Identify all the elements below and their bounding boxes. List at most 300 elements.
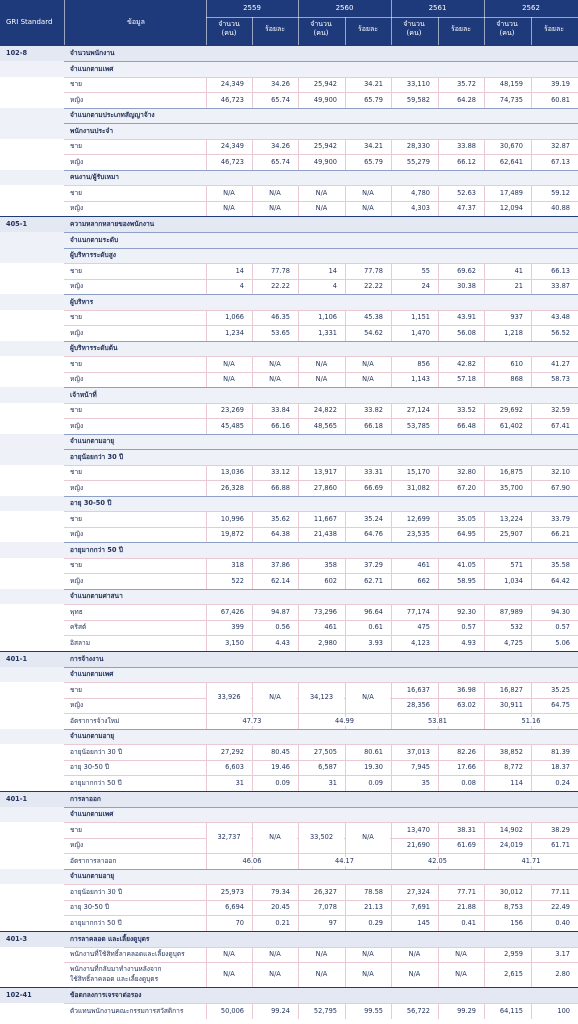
gri-code: 102-8 xyxy=(6,49,28,57)
count-cell: 26,327 xyxy=(313,887,337,896)
count-cell: 11,667 xyxy=(313,514,337,523)
row-label: ชาย xyxy=(70,514,83,523)
subcategory-row xyxy=(0,294,578,310)
merged-count-2560: 33,502 xyxy=(299,833,344,842)
percent-cell: 43.48 xyxy=(551,313,570,321)
percent-cell: 35.24 xyxy=(364,514,383,523)
count-cell: 571 xyxy=(510,561,523,569)
percent-cell: N/A xyxy=(269,204,281,212)
count-cell: 2,615 xyxy=(504,970,523,978)
subcategory-row xyxy=(0,123,578,139)
percent-cell: 0.08 xyxy=(461,778,476,787)
table-row xyxy=(0,279,578,295)
section-title: จำนวนพนักงาน xyxy=(70,49,115,57)
count-cell: 12,699 xyxy=(406,514,430,523)
count-cell: 55 xyxy=(421,266,430,275)
table-row xyxy=(0,465,578,481)
count-cell: 38,852 xyxy=(499,747,523,756)
percent-cell: 82.26 xyxy=(457,747,476,756)
table-row xyxy=(0,884,578,900)
count-cell: 461 xyxy=(324,623,337,631)
percent-cell: 62.71 xyxy=(364,576,383,585)
row-label: ชาย xyxy=(70,80,83,88)
table-row xyxy=(0,620,578,636)
count-cell: 532 xyxy=(510,623,523,631)
percent-cell: 59.12 xyxy=(551,188,570,197)
category-label: จำแนกตามอายุ xyxy=(70,872,115,880)
percent-cell: 66.16 xyxy=(271,421,290,430)
count-cell: N/A xyxy=(223,950,235,958)
section-row xyxy=(0,651,578,667)
count-cell: N/A xyxy=(223,359,235,368)
row-label-continued: ใช้สิทธิ์ลาคลอด และเลี้ยงดูบุตร xyxy=(70,975,159,983)
count-cell: 77,174 xyxy=(406,607,430,616)
percent-cell: 64.38 xyxy=(271,530,290,538)
percent-cell: 80.45 xyxy=(271,747,290,756)
count-cell: 15,170 xyxy=(406,468,430,476)
count-cell: 1,034 xyxy=(504,576,523,585)
count-cell: 3,150 xyxy=(225,638,244,647)
percent-cell: 99.29 xyxy=(457,1006,476,1015)
percent-cell: 81.39 xyxy=(551,747,570,756)
percent-cell: N/A xyxy=(362,188,374,197)
percent-cell: N/A xyxy=(362,375,374,383)
count-cell: 21 xyxy=(514,282,523,290)
count-cell: 19,872 xyxy=(220,530,244,538)
percent-cell: 78.58 xyxy=(364,887,383,896)
count-cell: 52,795 xyxy=(313,1006,337,1015)
gri-code: 102-41 xyxy=(6,991,32,999)
percent-cell: 67.90 xyxy=(551,483,570,492)
count-cell: 21,438 xyxy=(313,530,337,538)
count-cell: 522 xyxy=(231,576,244,585)
year-2561: 2561 xyxy=(428,4,447,12)
percent-cell: N/A xyxy=(362,970,374,978)
merged-percent-2560: N/A xyxy=(346,833,390,842)
table-row xyxy=(0,604,578,620)
count-cell: 7,691 xyxy=(411,903,430,911)
count-cell: 610 xyxy=(510,359,523,368)
gri-code: 401-1 xyxy=(6,654,28,663)
section-title: ความหลากหลายของพนักงาน xyxy=(70,220,155,228)
percent-cell: 64.76 xyxy=(364,530,383,538)
row-label: อัตราการลาออก xyxy=(70,856,117,865)
count-cell: N/A xyxy=(315,970,328,978)
category-label: จำแนกตามเพศ xyxy=(70,810,114,818)
percent-cell: N/A xyxy=(362,204,374,212)
year-2559: 2559 xyxy=(243,4,261,12)
row-label: ชาย xyxy=(70,406,83,414)
count-cell: N/A xyxy=(223,204,235,212)
percent-cell: 41.05 xyxy=(457,561,476,569)
percent-header: ร้อยละ xyxy=(543,25,565,33)
count-cell: 28,356 xyxy=(406,701,430,709)
percent-cell: 39.19 xyxy=(551,80,570,88)
subcategory-label: อายุ 30-50 ปี xyxy=(70,499,112,507)
count-cell: 41 xyxy=(514,266,523,275)
percent-cell: 37.86 xyxy=(271,561,290,569)
count-cell: 46,723 xyxy=(220,95,244,104)
row-label: ชาย xyxy=(70,313,83,321)
percent-cell: 33.87 xyxy=(551,282,570,290)
count-cell: 7,945 xyxy=(411,763,430,771)
count-cell: 28,330 xyxy=(406,142,430,150)
row-label: ชาย xyxy=(70,468,83,476)
count-cell: N/A xyxy=(315,359,328,368)
count-cell: 27,124 xyxy=(406,406,430,414)
percent-cell: 5.06 xyxy=(555,638,570,647)
percent-cell: 65.79 xyxy=(364,95,383,104)
merged-count-2559: 33,926 xyxy=(207,693,251,702)
percent-cell: 20.45 xyxy=(271,903,290,911)
count-cell: 318 xyxy=(231,561,244,569)
row-label: อายุมากกว่า 50 ปี xyxy=(70,918,122,927)
count-cell: 156 xyxy=(510,918,523,927)
percent-cell: N/A xyxy=(455,970,467,978)
count-cell: 56,722 xyxy=(406,1006,430,1015)
percent-cell: 58.95 xyxy=(457,576,476,585)
count-cell: 50,006 xyxy=(220,1006,244,1015)
category-row xyxy=(0,729,578,745)
row-label: ชาย xyxy=(70,825,83,834)
percent-cell: 99.24 xyxy=(271,1006,290,1015)
percent-cell: 34.21 xyxy=(364,80,383,88)
percent-cell: N/A xyxy=(269,188,281,197)
subcategory-label: อายุมากกว่า 50 ปี xyxy=(70,545,123,554)
percent-cell: N/A xyxy=(269,970,281,978)
percent-cell: 37.29 xyxy=(364,561,383,569)
count-cell: 4,780 xyxy=(411,188,430,197)
percent-header: ร้อยละ xyxy=(450,25,472,33)
count-cell: 62,641 xyxy=(499,157,523,166)
row-label: อัตราการจ้างใหม่ xyxy=(70,716,120,725)
percent-cell: 66.69 xyxy=(364,483,383,492)
percent-cell: 21.13 xyxy=(364,903,383,911)
count-cell: 399 xyxy=(231,623,244,631)
count-cell: N/A xyxy=(408,950,421,958)
percent-cell: 96.64 xyxy=(364,607,383,616)
count-cell: 16,827 xyxy=(499,685,523,694)
count-cell: 145 xyxy=(417,918,430,927)
count-cell: 461 xyxy=(417,561,430,569)
count-cell: 74,735 xyxy=(499,95,523,104)
table-row xyxy=(0,900,578,916)
row-label: หญิง xyxy=(70,204,84,212)
section-row xyxy=(0,216,578,232)
count-cell: 73,296 xyxy=(313,607,337,616)
percent-cell: 0.09 xyxy=(368,778,383,787)
count-cell: 30,670 xyxy=(499,142,523,150)
percent-cell: 99.55 xyxy=(364,1006,383,1015)
count-cell: 13,036 xyxy=(220,468,244,476)
count-cell: 87,989 xyxy=(499,607,523,616)
percent-cell: 45.38 xyxy=(364,313,383,321)
percent-cell: 0.57 xyxy=(461,623,476,631)
count-cell: 24,349 xyxy=(220,142,244,150)
percent-cell: 0.40 xyxy=(555,918,570,927)
count-cell: 27,860 xyxy=(313,483,337,492)
count-cell: 53,785 xyxy=(406,421,430,430)
percent-cell: 67.41 xyxy=(551,421,570,430)
table-row xyxy=(0,573,578,589)
rate-2561: 42.05 xyxy=(392,857,483,866)
count-cell: 4 xyxy=(332,282,337,290)
section-title: การลาคลอด และเลี้ยงดูบุตร xyxy=(70,934,150,943)
percent-cell: 0.41 xyxy=(461,918,476,927)
row-label: หญิง xyxy=(70,157,84,166)
percent-cell: 0.57 xyxy=(555,623,570,631)
merged-percent-2560: N/A xyxy=(346,693,390,702)
count-cell: 27,505 xyxy=(313,747,337,756)
category-row xyxy=(0,807,578,823)
count-header: จำนวน (คน) xyxy=(310,20,332,37)
percent-cell: 0.29 xyxy=(368,918,383,927)
count-cell: 31 xyxy=(328,778,337,787)
percent-cell: 33.52 xyxy=(457,406,476,414)
percent-cell: 30.38 xyxy=(457,282,476,290)
percent-cell: 53.65 xyxy=(271,328,290,337)
percent-cell: 64.42 xyxy=(551,576,570,585)
count-cell: 21,690 xyxy=(406,841,430,849)
table-row xyxy=(0,139,578,155)
count-cell: 16,875 xyxy=(499,468,523,476)
percent-cell: 42.82 xyxy=(457,359,476,368)
category-row xyxy=(0,589,578,605)
count-cell: 13,470 xyxy=(406,825,430,834)
category-label: จำแนกตามระดับ xyxy=(70,235,119,244)
table-row xyxy=(0,947,578,963)
count-cell: 1,470 xyxy=(411,328,430,337)
rate-2559: 47.73 xyxy=(207,717,297,726)
count-cell: 13,224 xyxy=(499,514,523,523)
count-cell: 55,279 xyxy=(406,157,430,166)
merged-count-2559: 32,737 xyxy=(207,833,251,842)
count-cell: 27,324 xyxy=(406,887,430,896)
count-cell: N/A xyxy=(408,970,421,978)
percent-cell: 65.74 xyxy=(271,157,290,166)
count-cell: 23,535 xyxy=(406,530,430,538)
percent-cell: 0.24 xyxy=(555,778,570,787)
table-row xyxy=(0,418,578,434)
section-title: การจ้างงาน xyxy=(70,654,104,663)
rate-2562: 51.16 xyxy=(485,717,577,726)
category-label: จำแนกตามเพศ xyxy=(70,64,114,73)
section-row xyxy=(0,45,578,61)
category-row xyxy=(0,232,578,248)
percent-cell: 46.35 xyxy=(271,313,290,321)
percent-cell: 35.25 xyxy=(551,685,570,694)
percent-cell: 35.05 xyxy=(457,514,476,523)
count-cell: 1,218 xyxy=(504,328,523,337)
table-row xyxy=(0,527,578,543)
percent-cell: 63.02 xyxy=(457,701,476,709)
count-cell: 14 xyxy=(235,266,244,275)
row-label: ชาย xyxy=(70,188,83,197)
gri-code: 405-1 xyxy=(6,220,28,228)
count-cell: N/A xyxy=(223,375,235,383)
percent-cell: N/A xyxy=(269,375,281,383)
rate-2560: 44.99 xyxy=(299,717,390,726)
percent-cell: 61.69 xyxy=(457,841,476,849)
percent-cell: 3.17 xyxy=(555,950,570,958)
count-cell: N/A xyxy=(223,970,235,978)
percent-cell: 0.56 xyxy=(275,623,290,631)
count-cell: 17,489 xyxy=(499,188,523,197)
count-cell: 1,331 xyxy=(318,328,337,337)
count-cell: 662 xyxy=(417,576,430,585)
subcategory-label: อายุน้อยกว่า 30 ปี xyxy=(70,452,124,461)
count-cell: 25,942 xyxy=(313,142,337,150)
count-cell: 23,269 xyxy=(220,406,244,414)
count-cell: 46,723 xyxy=(220,157,244,166)
row-label: อายุน้อยกว่า 30 ปี xyxy=(70,747,123,756)
percent-cell: 58.73 xyxy=(551,375,570,383)
table-row xyxy=(0,356,578,372)
table-header xyxy=(0,0,578,45)
percent-cell: 94.30 xyxy=(551,607,570,616)
table-row xyxy=(0,760,578,776)
percent-cell: 36.98 xyxy=(457,685,476,694)
category-label: จำแนกตามประเภทสัญญาจ้าง xyxy=(70,111,155,119)
percent-cell: 47.37 xyxy=(457,204,476,212)
percent-cell: 33.88 xyxy=(457,142,476,150)
table-row xyxy=(0,185,578,201)
subcategory-label: ผู้บริหาร xyxy=(70,297,94,306)
percent-cell: 3.93 xyxy=(368,638,383,647)
subcategory-row xyxy=(0,341,578,357)
percent-cell: 32.59 xyxy=(551,406,570,414)
count-cell: 14,902 xyxy=(499,825,523,834)
count-cell: 1,234 xyxy=(225,328,244,337)
percent-cell: 64.75 xyxy=(551,701,570,709)
year-2560: 2560 xyxy=(335,4,354,12)
percent-cell: N/A xyxy=(455,950,467,958)
count-cell: N/A xyxy=(223,188,235,197)
subcategory-row xyxy=(0,387,578,403)
percent-cell: 33.12 xyxy=(271,468,290,476)
count-cell: 16,637 xyxy=(406,685,430,694)
percent-cell: 17.66 xyxy=(457,763,476,771)
section-row xyxy=(0,791,578,807)
percent-cell: 66.88 xyxy=(271,483,290,492)
percent-cell: 22.49 xyxy=(551,903,570,911)
percent-cell: 77.71 xyxy=(457,887,476,896)
table-row xyxy=(0,403,578,419)
percent-cell: 67.20 xyxy=(457,483,476,492)
row-label: ตัวแทนพนักงานคณะกรรมการสวัสดิการ xyxy=(70,1006,184,1015)
table-row xyxy=(0,962,578,987)
row-label: อายุ 30-50 ปี xyxy=(70,903,110,911)
table-row xyxy=(0,1003,578,1019)
count-cell: 31,082 xyxy=(406,483,430,492)
count-cell: 24,822 xyxy=(313,406,337,414)
category-row xyxy=(0,869,578,885)
count-cell: 6,694 xyxy=(225,903,244,911)
count-cell: 70 xyxy=(235,918,244,927)
count-cell: 937 xyxy=(510,313,523,321)
percent-cell: 94.87 xyxy=(271,607,290,616)
percent-cell: N/A xyxy=(269,950,281,958)
percent-cell: 38.31 xyxy=(457,825,476,834)
subcategory-label: ผู้บริหารระดับสูง xyxy=(70,251,116,259)
percent-cell: 69.62 xyxy=(457,266,476,275)
row-label: คริสต์ xyxy=(70,623,87,631)
count-cell: 7,078 xyxy=(318,903,337,911)
table-row xyxy=(0,480,578,496)
section-title: ข้อตกลงการเจรจาต่อรอง xyxy=(70,991,142,999)
percent-cell: N/A xyxy=(362,359,374,368)
row-label: หญิง xyxy=(70,841,84,849)
count-cell: 61,402 xyxy=(499,421,523,430)
percent-cell: 66.12 xyxy=(457,157,476,166)
count-cell: 358 xyxy=(324,561,337,569)
percent-cell: 64.95 xyxy=(457,530,476,538)
count-cell: 48,565 xyxy=(313,421,337,430)
percent-cell: 38.29 xyxy=(551,825,570,834)
count-cell: 2,980 xyxy=(318,638,337,647)
count-cell: 67,426 xyxy=(220,607,244,616)
row-label: อิสลาม xyxy=(70,638,91,647)
percent-cell: 0.21 xyxy=(275,918,290,927)
subcategory-label: ผู้บริหารระดับต้น xyxy=(70,344,118,352)
count-cell: 35 xyxy=(421,778,430,787)
row-label: ชาย xyxy=(70,561,83,569)
percent-cell: 66.48 xyxy=(457,421,476,430)
percent-cell: 65.74 xyxy=(271,95,290,104)
table-row xyxy=(0,372,578,388)
count-cell: N/A xyxy=(315,204,328,212)
count-cell: 25,942 xyxy=(313,80,337,88)
percent-cell: 62.14 xyxy=(271,576,290,585)
count-cell: 33,110 xyxy=(406,80,430,88)
row-label: หญิง xyxy=(70,375,84,383)
count-cell: 8,772 xyxy=(504,763,523,771)
row-label: หญิง xyxy=(70,328,84,337)
table-row xyxy=(0,310,578,326)
count-cell: 97 xyxy=(328,918,337,927)
count-cell: 26,328 xyxy=(220,483,244,492)
table-row xyxy=(0,263,578,279)
count-cell: 4 xyxy=(239,282,244,290)
percent-cell: 2.80 xyxy=(555,970,570,978)
category-label: จำแนกตามศาสนา xyxy=(70,592,123,600)
row-label: พุทธ xyxy=(70,607,83,616)
table-row xyxy=(0,511,578,527)
count-cell: 856 xyxy=(417,359,430,368)
count-cell: 6,587 xyxy=(318,763,337,771)
category-row xyxy=(0,108,578,124)
table-row xyxy=(0,635,578,651)
table-row xyxy=(0,775,578,791)
count-cell: 24,019 xyxy=(499,841,523,849)
percent-cell: 52.63 xyxy=(457,188,476,197)
category-label: จำแนกตามอายุ xyxy=(70,437,115,445)
row-label: หญิง xyxy=(70,95,84,104)
merged-percent-2559: N/A xyxy=(253,693,297,702)
count-cell: 4,123 xyxy=(411,638,430,647)
count-cell: 2,959 xyxy=(504,950,523,958)
section-row xyxy=(0,987,578,1003)
subcategory-row xyxy=(0,449,578,465)
row-label: ชาย xyxy=(70,142,83,150)
percent-cell: 22.22 xyxy=(271,282,290,290)
count-cell: 868 xyxy=(510,375,523,383)
row-label: ชาย xyxy=(70,685,83,694)
count-cell: 475 xyxy=(417,623,430,631)
percent-cell: 66.13 xyxy=(551,266,570,275)
percent-cell: 56.52 xyxy=(551,328,570,337)
row-label: อายุน้อยกว่า 30 ปี xyxy=(70,887,123,896)
